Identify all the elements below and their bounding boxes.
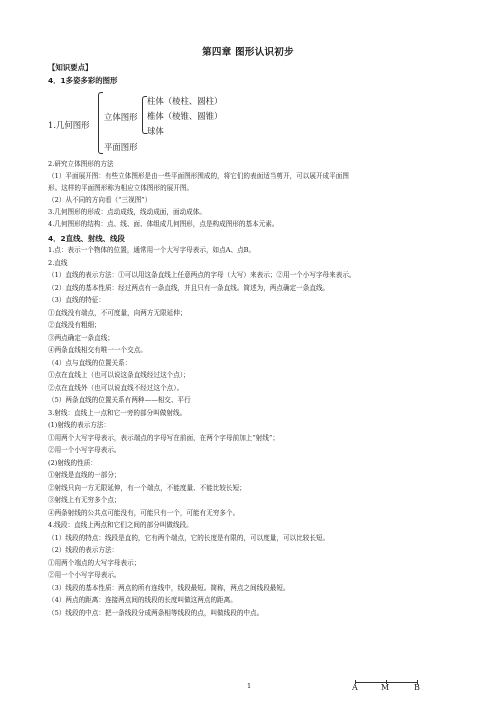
text-line: （2）线段的表示方法： — [48, 546, 119, 554]
text-line: 形。这样的平面图形称为相应立体图形的展开图。 — [48, 184, 194, 192]
text-line: ③射线上有无穷多个点； — [48, 496, 121, 504]
text-line: ②点在直线外（也可以说直线不经过这个点）。 — [48, 383, 184, 392]
outer-brace — [98, 92, 103, 154]
tree-cone-label: 椎体（棱锥、圆锥） — [147, 111, 223, 121]
text-line: ①点在直线上（也可以说这条直线经过这个点）； — [48, 371, 190, 379]
text-line: 4.几何图形的结构：点、线、面、体组成几何图形，点是构成图形的基本元素。 — [48, 220, 279, 228]
tree-sphere-label: 球体 — [147, 126, 164, 136]
text-line: （5）两条直线的位置关系有两种——相交、平行 — [48, 396, 191, 404]
text-line: （4）两点的距离：连接两点间的线段的长度叫做这两点的距离。 — [48, 596, 237, 604]
text-line: （3）线段的基本性质：两点的所有连线中，线段最短。简称，两点之间线段最短。 — [48, 583, 290, 592]
text-line: ④两条直线相交有唯一一个交点。 — [48, 346, 147, 354]
chapter-title: 第四章 图形认识初步 — [202, 47, 294, 58]
text-line: ①用两个端点的大写字母表示； — [48, 558, 141, 567]
section-4-2-heading: 4．2直线、射线、线段 — [48, 234, 125, 243]
text-line: ③两点确定一条直线； — [48, 333, 114, 342]
tree-plane-label: 平面图形 — [104, 142, 138, 152]
text-line: （4）点与直线的位置关系： — [48, 358, 132, 367]
text-line: (2)射线的性质： — [48, 458, 97, 467]
text-line: 3.射线：直线上一点和它一旁的部分叫做射线。 — [48, 408, 187, 417]
point-label-a: A — [352, 683, 358, 692]
point-label-m: M — [381, 683, 390, 692]
text-line: 3.几何图形的形成：点动成线，线动成面，面动成体。 — [48, 208, 206, 216]
text-line: 2.直线 — [48, 258, 68, 267]
tree-prism-label: 柱体（棱柱、圆柱） — [147, 96, 223, 106]
section-4-1-heading: 4．1多姿多彩的图形 — [48, 76, 118, 85]
text-line: ②用一个小写字母表示。 — [48, 446, 121, 454]
tree-solid-label: 立体图形 — [104, 112, 138, 122]
text-line: （1）线段的特点：线段是直的，它有两个端点，它的长度是有限的，可以度量，可以比较长短。 — [48, 533, 330, 542]
text-line: ①射线是直线的一部分； — [48, 471, 121, 479]
point-label-b: B — [414, 683, 420, 692]
text-line: （5）线段的中点：把一条线段分成两条相等线段的点，叫做线段的中点。 — [48, 608, 264, 617]
text-line: ②射线只向一方无限延伸，有一个端点，不能度量、不能比较长短； — [48, 483, 246, 492]
text-line: ②用一个小写字母表示。 — [48, 571, 121, 579]
tree-root-label: 1.几何图形 — [48, 120, 90, 130]
text-line: （2）直线的基本性质：经过两点有一条直线，并且只有一条直线。简述为，两点确定一条直线。 — [48, 283, 330, 292]
text-line: ①用两个大写字母表示，表示端点的字母写在前面，在两个字母前加上“射线”； — [48, 433, 279, 442]
text-line: （1）直线的表示方法：①可以用这条直线上任意两点的字母（大写）来表示；②用一个小写字母来表示。 — [48, 271, 356, 279]
page-number: 1 — [247, 682, 252, 690]
text-line: （1）平面展开图：有些立体图形是由一些平面图形围成的，将它们的表面适当剪开，可以展开成平面图 — [48, 172, 349, 180]
text-line: ①直线没有端点，不可度量，向两方无限延伸； — [48, 308, 187, 317]
text-line: ②直线没有粗细； — [48, 321, 101, 329]
text-line: （3）直线的特征： — [48, 296, 105, 304]
text-line: （2）从不同的方向看（“三视图”） — [48, 196, 152, 204]
knowledge-points-heading: 【知识要点】 — [48, 63, 93, 72]
text-line: 4.线段：直线上两点和它们之间的部分叫做线段。 — [48, 521, 193, 529]
text-line: 2.研究立体图形的方法 — [48, 160, 114, 168]
text-line: ④两条射线的公共点可能没有，可能只有一个，可能有无穷多个。 — [48, 508, 240, 517]
text-line: 1.点：表示一个物体的位置，通常用一个大写字母表示，如点A、点B。 — [48, 246, 256, 254]
text-line: (1)射线的表示方法： — [48, 421, 111, 429]
